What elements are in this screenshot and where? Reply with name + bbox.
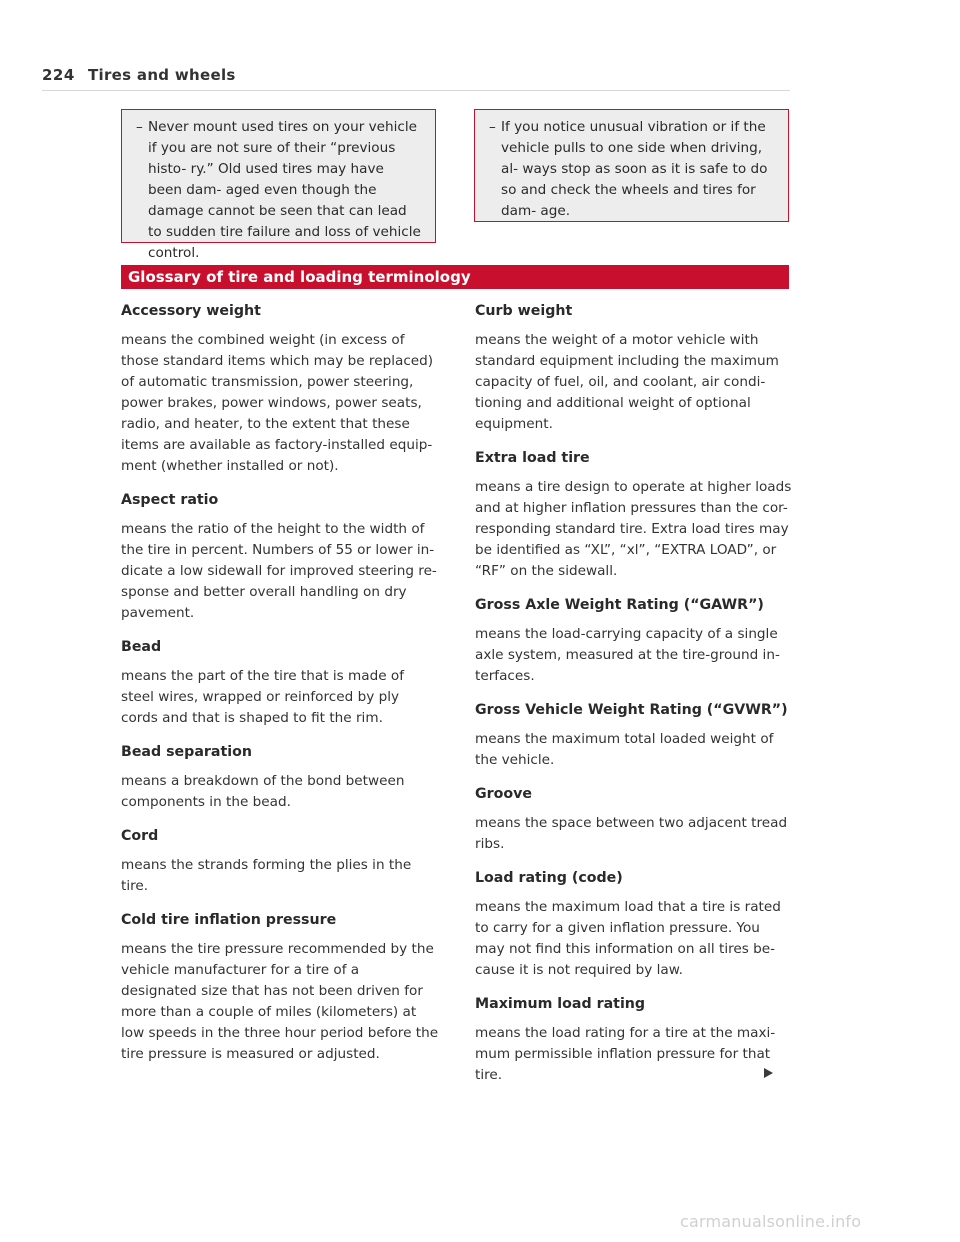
glossary-definition: means a breakdown of the bond between components in the bead.: [121, 773, 405, 810]
page-number: 224: [42, 66, 75, 84]
continue-arrow-icon: [764, 1068, 773, 1078]
warning-box-left: [121, 109, 436, 261]
glossary-definition: means the tire pressure recommended by the vehicle manufacturer for a tire of a designated size that has not been driven for more than a couple of miles (kilometers) at low speeds in the three hour period before the tire pressure is measured or adjusted.: [121, 941, 439, 1062]
bullet-dash: –: [489, 119, 496, 135]
section-title: Tires and wheels: [88, 66, 236, 84]
glossary-term: Accessory weight: [121, 303, 261, 319]
warning-box-right: [474, 109, 789, 222]
glossary-definition: means the load-carrying capacity of a single axle system, measured at the tire-ground in- terfaces.: [475, 626, 780, 684]
page-header: [42, 62, 790, 91]
glossary-term: Gross Vehicle Weight Rating (“GVWR”): [475, 702, 788, 718]
glossary-definition: means the maximum load that a tire is rated to carry for a given inflation pressure. You may not find this information on all tires be- cause it is not required by law.: [475, 899, 781, 978]
glossary-definition: means the strands forming the plies in the tire.: [121, 857, 412, 894]
glossary-definition: means the space between two adjacent tread ribs.: [475, 815, 788, 852]
glossary-definition: means the weight of a motor vehicle with standard equipment including the maximum capacity of fuel, oil, and coolant, air condi- tioning and additional weight of optional equipment.: [475, 332, 779, 432]
glossary-term: Curb weight: [475, 303, 573, 319]
glossary-term: Groove: [475, 786, 533, 802]
glossary-definition: means the load rating for a tire at the maxi- mum permissible inflation pressure for that tire.: [475, 1025, 776, 1083]
glossary-definition: means the ratio of the height to the width of the tire in percent. Numbers of 55 or lower in- dicate a low sidewall for improved steering re- sponse and better overall handling on dry pavement.: [121, 521, 437, 621]
glossary-term: Extra load tire: [475, 450, 590, 466]
glossary-column-left: [121, 300, 439, 1077]
warning-text: Never mount used tires on your vehicle if you are not sure of their “previous histo- ry.” Old used tires may have been dam- aged even though the damage cannot be seen that can lead to sudden tire failure and loss of vehicle control.: [148, 119, 421, 261]
watermark: carmanualsonline.info: [680, 1212, 862, 1231]
glossary-term: Load rating (code): [475, 870, 623, 886]
glossary-term: Bead separation: [121, 744, 252, 760]
glossary-column-right: [475, 300, 793, 1098]
bullet-dash: –: [136, 119, 143, 135]
glossary-term: Cold tire inflation pressure: [121, 912, 337, 928]
glossary-term: Aspect ratio: [121, 492, 219, 508]
glossary-term: Gross Axle Weight Rating (“GAWR”): [475, 597, 764, 613]
glossary-definition: means the maximum total loaded weight of the vehicle.: [475, 731, 774, 768]
glossary-term: Bead: [121, 639, 162, 655]
glossary-definition: means the combined weight (in excess of those standard items which may be replaced) of automatic transmission, power steering, power brakes, power windows, power seats, radio, and heater, to the extent that these items are available as factory-installed equip- ment (whether installed or not).: [121, 332, 434, 474]
glossary-definition: means the part of the tire that is made of steel wires, wrapped or reinforced by ply cords and that is shaped to fit the rim.: [121, 668, 405, 726]
glossary-term: Cord: [121, 828, 159, 844]
glossary-term: Maximum load rating: [475, 996, 646, 1012]
warning-text: If you notice unusual vibration or if the vehicle pulls to one side when driving, al- ways stop as soon as it is safe to do so and check the wheels and tires for dam- age.: [501, 119, 768, 219]
glossary-heading: Glossary of tire and loading terminology: [121, 265, 789, 289]
glossary-definition: means a tire design to operate at higher loads and at higher inflation pressures than the cor- responding standard tire. Extra load tires may be identified as “XL”, “xl”, “EXTRA LOAD”, or “RF” on the sidewall.: [475, 479, 792, 579]
